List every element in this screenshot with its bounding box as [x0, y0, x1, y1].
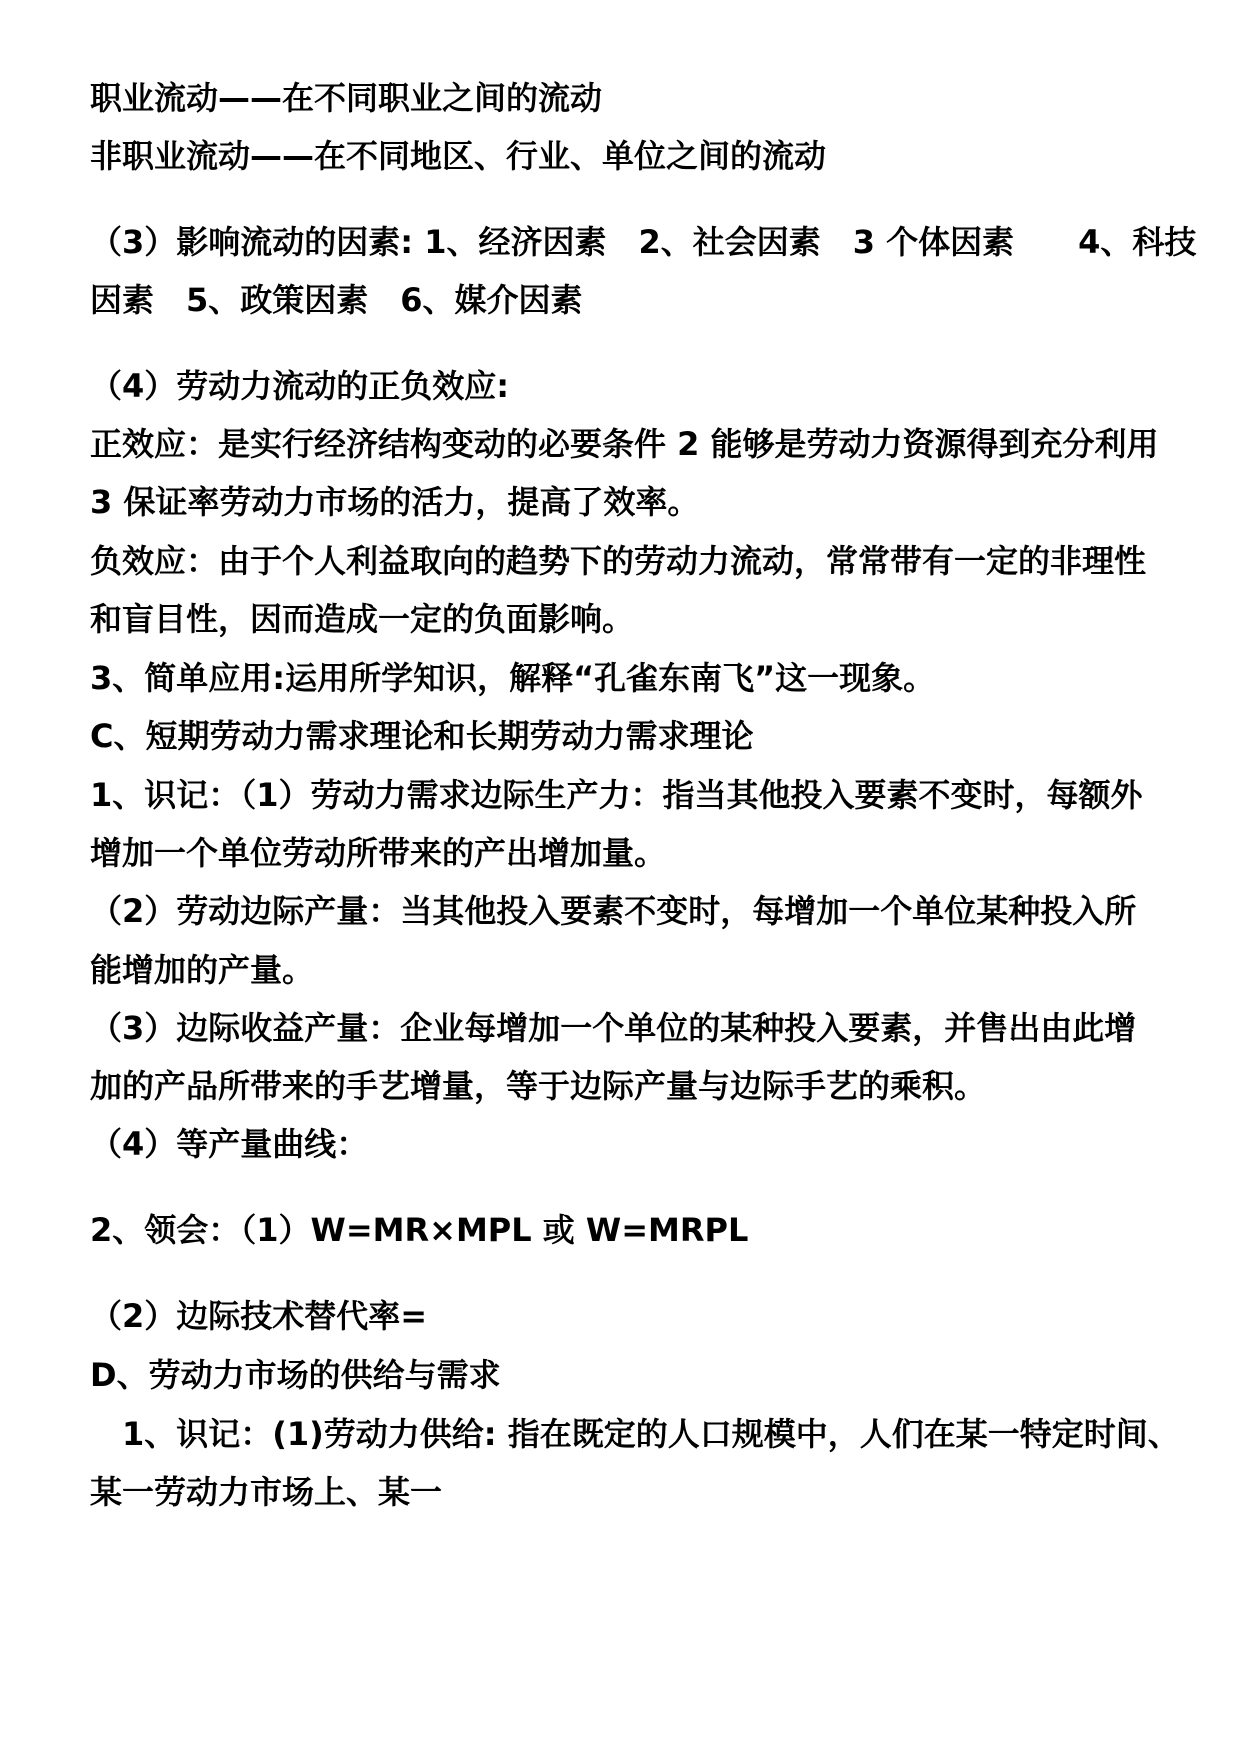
text-line: 1、识记：(1)劳动力供给: 指在既定的人口规模中，人们在某一特定时间、 [122, 1415, 1180, 1453]
text-line: 3 保证率劳动力市场的活力，提高了效率。 [90, 483, 700, 521]
section-heading: C、短期劳动力需求理论和长期劳动力需求理论 [90, 717, 754, 755]
text-line: （3）边际收益产量：企业每增加一个单位的某种投入要素，并售出由此增 [90, 1009, 1137, 1047]
text-line: 1、识记：（1）劳动力需求边际生产力：指当其他投入要素不变时，每额外 [90, 776, 1143, 814]
text-line: 2、领会：（1）W=MR×MPL 或 W=MRPL [90, 1211, 749, 1249]
text-line: 能增加的产量。 [90, 951, 315, 989]
text-line: 因素 5、政策因素 6、媒介因素 [90, 281, 583, 319]
text-line: 3、简单应用:运用所学知识，解释“孔雀东南飞”这一现象。 [90, 659, 936, 697]
text-line: 增加一个单位劳动所带来的产出增加量。 [90, 834, 667, 872]
text-line: 和盲目性，因而造成一定的负面影响。 [90, 600, 635, 638]
text-line: 某一劳动力市场上、某一 [90, 1473, 443, 1511]
text-line: 职业流动——在不同职业之间的流动 [90, 79, 603, 117]
text-line: 加的产品所带来的手艺增量，等于边际产量与边际手艺的乘积。 [90, 1067, 987, 1105]
text-line: 正效应：是实行经济结构变动的必要条件 2 能够是劳动力资源得到充分利用 [90, 425, 1159, 463]
text-line: （4）劳动力流动的正负效应: [90, 367, 510, 405]
text-line: 非职业流动——在不同地区、行业、单位之间的流动 [90, 137, 827, 175]
text-line: （2）劳动边际产量：当其他投入要素不变时，每增加一个单位某种投入所 [90, 892, 1137, 930]
text-line: （3）影响流动的因素: 1、经济因素 2、社会因素 3 个体因素 4、科技 [90, 223, 1197, 261]
text-line: 负效应：由于个人利益取向的趋势下的劳动力流动，常常带有一定的非理性 [90, 542, 1147, 580]
text-line: （4）等产量曲线： [90, 1125, 369, 1163]
text-line: （2）边际技术替代率= [90, 1297, 428, 1335]
section-heading: D、劳动力市场的供给与需求 [90, 1356, 501, 1394]
